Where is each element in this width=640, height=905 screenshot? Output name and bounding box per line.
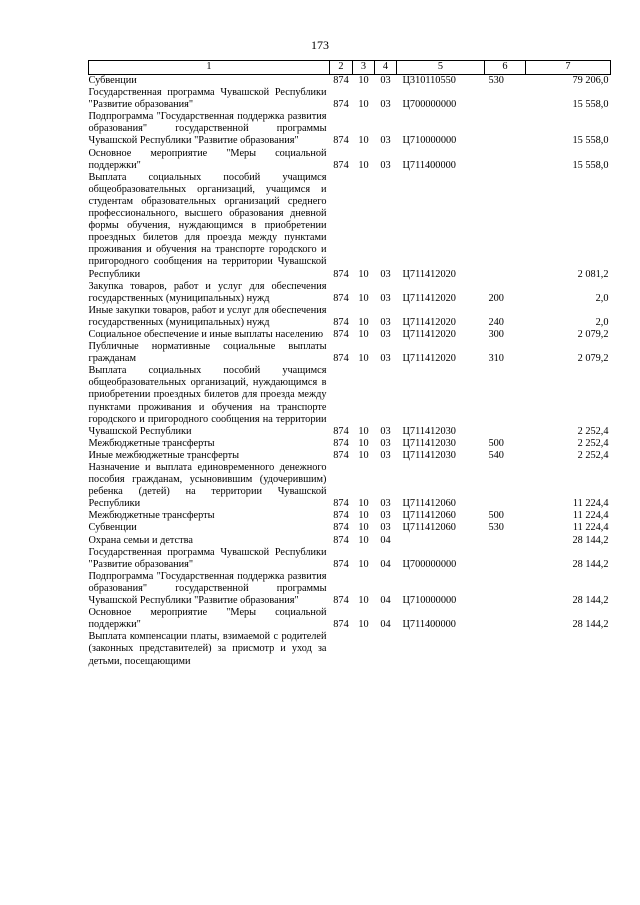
row-expense-type: 500	[488, 510, 504, 522]
row-subsection: 03	[380, 353, 391, 365]
row-amount: 2 252,4	[577, 425, 609, 437]
row-grbs: 874	[333, 292, 349, 304]
row-target-article: Ц711412030	[402, 449, 456, 461]
row-amount: 79 206,0	[572, 75, 609, 86]
column-header: 4	[375, 61, 397, 75]
row-subsection: 03	[380, 437, 391, 449]
table-row	[89, 87, 611, 111]
table-row	[89, 111, 611, 147]
row-expense-type: 300	[488, 328, 504, 340]
table-row	[89, 547, 611, 571]
row-target-article	[397, 631, 485, 667]
row-name: Межбюджетные трансферты	[88, 437, 215, 449]
row-amount: 2 252,4	[577, 437, 609, 449]
row-name: Государственная программа Чувашской Республики "Развитие образования"	[88, 87, 327, 111]
row-name: Подпрограмма "Государственная поддержка развития образования" государственной программы Чувашской Республики "Развитие образования"	[88, 111, 327, 147]
row-target-article: Ц711412020	[402, 268, 456, 280]
row-target-article: Ц711412060	[402, 510, 456, 522]
row-name: Выплата социальных пособий учащимся общеобразовательных организаций, учащимся и студентам образовательных организаций среднего профессионального, высшего образования дневной формы обучения, нуждающимся в приобретении проездных билетов для проезда между пунктами проживания и обучения на транспорте городского и пригородного сообщения на территории Чувашской Республики	[88, 171, 327, 280]
row-grbs: 874	[333, 159, 349, 171]
row-amount: 2 079,2	[577, 353, 609, 365]
row-section: 10	[358, 316, 369, 328]
row-name: Субвенции	[88, 522, 137, 534]
row-grbs: 874	[333, 510, 349, 522]
row-amount: 2 079,2	[577, 328, 609, 340]
page-number: 173	[311, 38, 329, 52]
row-target-article: Ц711412060	[402, 498, 456, 510]
row-subsection: 04	[380, 595, 391, 607]
row-expense-type: 540	[488, 449, 504, 461]
row-grbs: 874	[333, 437, 349, 449]
row-target-article: Ц711400000	[402, 619, 456, 631]
table-row	[89, 438, 611, 450]
row-section: 10	[358, 534, 369, 546]
row-name: Субвенции	[88, 75, 137, 86]
row-target-article: Ц711412060	[402, 522, 456, 534]
table-row	[89, 450, 611, 462]
table-header-row	[89, 61, 611, 75]
row-grbs: 874	[333, 425, 349, 437]
table-row	[89, 631, 611, 667]
row-name: Социальное обеспечение и иные выплаты населению	[88, 328, 324, 340]
table-row	[89, 148, 611, 172]
row-section: 10	[358, 353, 369, 365]
row-expense-type	[485, 571, 526, 607]
row-expense-type	[485, 535, 526, 547]
row-subsection: 03	[380, 159, 391, 171]
column-header: 6	[485, 61, 526, 75]
row-target-article: Ц711412020	[402, 353, 456, 365]
row-subsection: 03	[380, 522, 391, 534]
row-amount: 11 224,4	[572, 498, 609, 510]
row-amount: 2 081,2	[577, 268, 609, 280]
row-name: Основное мероприятие "Меры социальной поддержки"	[88, 147, 327, 171]
row-expense-type	[485, 111, 526, 147]
row-amount: 2 252,4	[577, 449, 609, 461]
row-target-article: Ц710000000	[402, 135, 457, 147]
row-target-article	[397, 535, 485, 547]
table-row	[89, 510, 611, 522]
row-grbs	[330, 631, 353, 667]
row-grbs: 874	[333, 99, 349, 111]
column-header: 3	[353, 61, 375, 75]
column-header: 7	[526, 61, 611, 75]
table-row	[89, 305, 611, 329]
row-section: 10	[358, 99, 369, 111]
table-row	[89, 571, 611, 607]
table-row	[89, 341, 611, 365]
row-expense-type: 310	[488, 353, 504, 365]
row-subsection: 03	[380, 99, 391, 111]
table-row	[89, 75, 611, 88]
table-row	[89, 365, 611, 438]
row-name: Иные межбюджетные трансферты	[88, 449, 240, 461]
row-amount: 28 144,2	[572, 534, 609, 546]
row-grbs: 874	[333, 449, 349, 461]
row-expense-type	[485, 87, 526, 111]
row-name: Выплата социальных пособий учащимся общеобразовательных организаций, нуждающимся в приобретении проездных билетов для проезда между пунктами проживания и обучения на транспорте городского и пригородного сообщения на территории Чувашской Республики	[88, 365, 327, 437]
row-target-article: Ц700000000	[402, 558, 457, 570]
row-section: 10	[358, 449, 369, 461]
row-target-article: Ц711412020	[402, 328, 456, 340]
row-subsection: 03	[380, 75, 391, 86]
table-body	[89, 75, 611, 668]
column-header: 1	[89, 61, 330, 75]
row-expense-type	[485, 172, 526, 281]
row-name: Публичные нормативные социальные выплаты гражданам	[88, 341, 327, 365]
row-expense-type: 500	[488, 437, 504, 449]
row-target-article: Ц700000000	[402, 99, 457, 111]
row-section: 10	[358, 595, 369, 607]
row-expense-type: 240	[488, 316, 504, 328]
row-expense-type	[485, 462, 526, 510]
row-grbs: 874	[333, 316, 349, 328]
row-amount: 11 224,4	[572, 510, 609, 522]
row-amount: 2,0	[595, 316, 609, 328]
table-row	[89, 462, 611, 510]
row-name: Подпрограмма "Государственная поддержка развития образования" государственной программы Чувашской Республики "Развитие образования"	[88, 570, 327, 607]
row-grbs: 874	[333, 558, 349, 570]
row-grbs: 874	[333, 498, 349, 510]
row-grbs: 874	[333, 353, 349, 365]
row-section	[353, 631, 375, 667]
table-row	[89, 281, 611, 305]
row-section: 10	[358, 498, 369, 510]
row-expense-type: 200	[488, 292, 504, 304]
row-section: 10	[358, 328, 369, 340]
row-name: Государственная программа Чувашской Республики "Развитие образования"	[88, 546, 327, 570]
row-target-article: Ц711412030	[402, 425, 456, 437]
row-subsection: 03	[380, 510, 391, 522]
row-grbs: 874	[333, 328, 349, 340]
row-grbs: 874	[333, 135, 349, 147]
row-amount: 15 558,0	[572, 135, 609, 147]
row-target-article: Ц711412020	[402, 316, 456, 328]
row-section: 10	[358, 437, 369, 449]
row-name: Охрана семьи и детства	[88, 534, 193, 546]
table-row	[89, 329, 611, 341]
row-subsection: 03	[380, 498, 391, 510]
row-subsection: 04	[380, 534, 391, 546]
row-target-article: Ц310110550	[402, 75, 456, 86]
row-expense-type	[485, 547, 526, 571]
row-name: Назначение и выплата единовременного денежного пособия гражданам, усыновившим (удочерившим) ребенка (детей) на территории Чувашской Республики	[88, 462, 327, 510]
row-section: 10	[358, 558, 369, 570]
row-grbs: 874	[333, 522, 349, 534]
row-section: 10	[358, 268, 369, 280]
row-grbs: 874	[333, 619, 349, 631]
row-amount: 28 144,2	[572, 558, 609, 570]
row-section: 10	[358, 425, 369, 437]
row-name: Межбюджетные трансферты	[88, 510, 215, 522]
row-amount: 28 144,2	[572, 619, 609, 631]
row-amount: 2,0	[595, 292, 609, 304]
row-name: Закупка товаров, работ и услуг для обеспечения государственных (муниципальных) нужд	[88, 280, 327, 304]
row-section: 10	[358, 292, 369, 304]
row-grbs: 874	[333, 534, 349, 546]
row-subsection: 03	[380, 449, 391, 461]
row-name: Иные закупки товаров, работ и услуг для обеспечения государственных (муниципальных) нужд	[88, 304, 327, 328]
row-amount: 28 144,2	[572, 595, 609, 607]
row-expense-type	[485, 148, 526, 172]
row-name: Основное мероприятие "Меры социальной поддержки"	[88, 607, 327, 631]
row-section: 10	[358, 522, 369, 534]
row-amount: 11 224,4	[572, 522, 609, 534]
row-name: Выплата компенсации платы, взимаемой с родителей (законных представителей) за присмотр и уход за детьми, посещающими	[88, 631, 327, 667]
column-header: 2	[330, 61, 353, 75]
row-target-article: Ц711412030	[402, 437, 456, 449]
table-row	[89, 172, 611, 281]
row-section: 10	[358, 619, 369, 631]
row-amount	[526, 631, 611, 667]
row-subsection: 03	[380, 316, 391, 328]
column-header: 5	[397, 61, 485, 75]
row-expense-type	[485, 365, 526, 438]
row-subsection	[375, 631, 397, 667]
row-amount: 15 558,0	[572, 159, 609, 171]
row-amount: 15 558,0	[572, 99, 609, 111]
budget-table	[88, 60, 611, 668]
row-grbs: 874	[333, 268, 349, 280]
row-subsection: 03	[380, 328, 391, 340]
row-target-article: Ц711400000	[402, 159, 456, 171]
row-section: 10	[358, 75, 369, 86]
row-expense-type: 530	[488, 522, 504, 534]
row-subsection: 03	[380, 292, 391, 304]
row-section: 10	[358, 510, 369, 522]
table-row	[89, 522, 611, 534]
row-expense-type	[485, 607, 526, 631]
row-expense-type	[485, 631, 526, 667]
row-target-article: Ц711412020	[402, 292, 456, 304]
row-subsection: 04	[380, 558, 391, 570]
row-subsection: 03	[380, 268, 391, 280]
row-section: 10	[358, 159, 369, 171]
row-grbs: 874	[333, 595, 349, 607]
row-grbs: 874	[333, 75, 349, 86]
row-section: 10	[358, 135, 369, 147]
row-subsection: 04	[380, 619, 391, 631]
row-target-article: Ц710000000	[402, 595, 457, 607]
row-expense-type: 530	[488, 75, 504, 86]
table-row	[89, 607, 611, 631]
row-subsection: 03	[380, 135, 391, 147]
row-subsection: 03	[380, 425, 391, 437]
table-row	[89, 535, 611, 547]
